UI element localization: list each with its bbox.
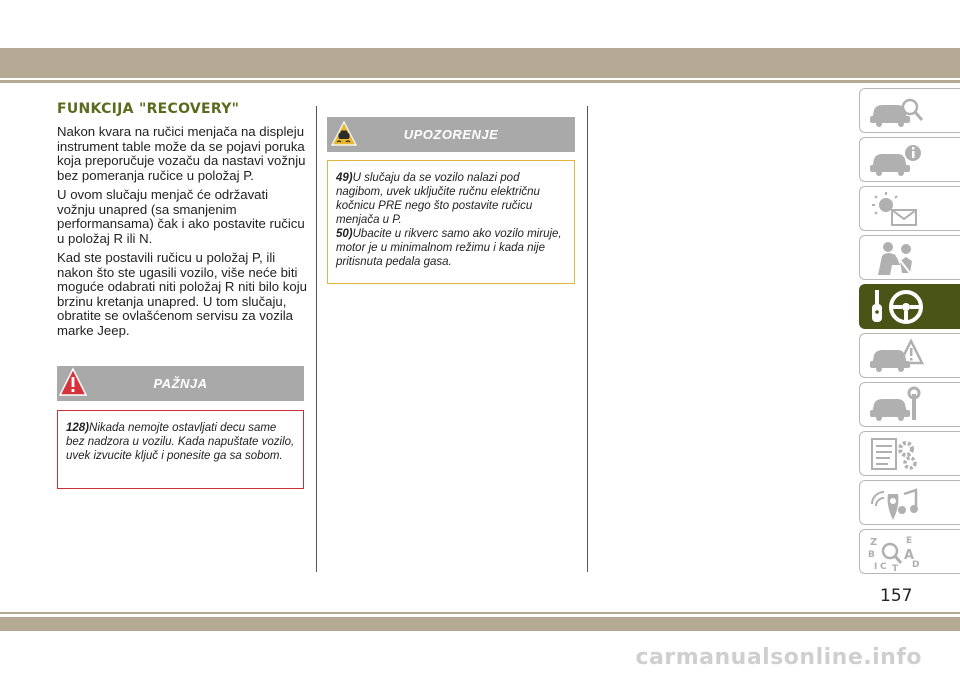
car-info-icon [866,141,926,179]
svg-text:I: I [874,562,878,571]
tab-starting-driving[interactable] [859,284,960,329]
paragraph: U ovom slučaju menjač će održavati vožnju unapred (sa smanjenim performansama) čak i ako postavite ručicu u položaj R ili N. [57,187,305,246]
spec-gear-icon [866,435,926,473]
key-steering-wheel-icon [866,288,926,326]
svg-text:D: D [912,560,920,570]
top-decor-band [0,48,960,78]
svg-text:A: A [904,548,915,563]
index-search-icon [866,533,926,571]
column-divider [316,106,317,572]
paragraph: Nakon kvara na ručici menjača na displeju instrument table može da se pojavi poruka koja preporučuje vozaču da nastavi vožnju bez pomeranja ručice u položaj P. [57,124,306,183]
tab-car-search[interactable] [859,88,960,133]
light-message-icon [866,190,926,228]
svg-text:T: T [892,564,899,571]
caution-item: 128)Nikada nemojte ostavljati decu same bez nadzora u vozilu. Kada napuštate vozilo, uvek izvucite ključ i ponesite ga sa sobom. [66,422,295,462]
caution-triangle-icon [58,367,88,403]
warning-item: 50)Ubacite u rikverc samo ako vozilo miruje, motor je u minimalnom režimu i kada nije pritisnuta pedala gasa. [336,228,562,268]
bottom-decor-band [0,617,960,631]
warning-box [327,160,575,284]
paragraph: Kad ste postavili ručicu u položaj P, ili nakon što ste ugasili vozilo, više neće biti moguće odabrati niti položaj R niti bilo koju brzinu kretanja unapred. U tom slučaju, obratite se ovlašćenom servisu za vozila marke Jeep. [57,250,307,338]
car-warning-icon [866,337,926,375]
tab-car-info[interactable] [859,137,960,182]
multimedia-icon [866,484,926,522]
caution-title: PAŽNJA [153,376,208,391]
tab-light-message[interactable] [859,186,960,231]
caution-header [57,366,304,401]
top-decor-line [0,80,960,83]
page-number: 157 [880,586,913,606]
svg-text:B: B [868,550,875,560]
car-skid-warning-icon [330,120,358,153]
bottom-decor-line [0,612,960,614]
svg-text:C: C [880,562,887,571]
caution-box [57,410,304,489]
car-search-icon [866,92,926,130]
warning-title: UPOZORENJE [403,127,499,142]
main-column [57,101,307,343]
column-divider [587,106,588,572]
tab-index[interactable] [859,529,960,574]
car-wrench-icon [866,386,926,424]
watermark: carmanualsonline.info [635,645,922,670]
section-title: FUNKCIJA "RECOVERY" [57,101,240,117]
svg-text:Z: Z [870,537,878,548]
tab-technical-specs[interactable] [859,431,960,476]
tab-safety[interactable] [859,235,960,280]
tab-multimedia[interactable] [859,480,960,525]
svg-text:E: E [906,536,913,546]
warning-item: 49)U slučaju da se vozilo nalazi pod nagibom, uvek uključite ručnu električnu kočnicu PRE nego što postavite ručicu menjača u P. [336,172,540,226]
chapter-tabs [859,88,960,578]
tab-emergency[interactable] [859,333,960,378]
safety-person-icon [866,239,926,277]
tab-maintenance[interactable] [859,382,960,427]
warning-header [327,117,575,152]
